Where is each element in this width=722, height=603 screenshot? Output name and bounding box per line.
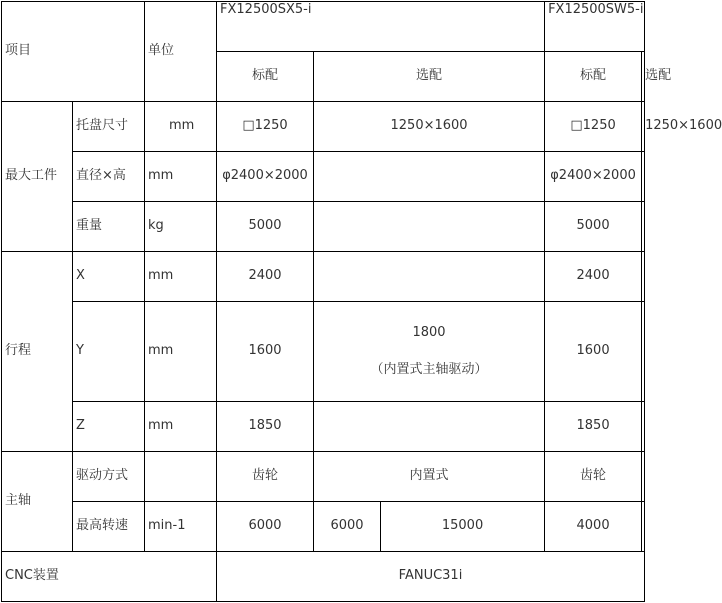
- header-model-1: FX12500SX5-i: [217, 2, 545, 52]
- cell-drive-m2-opt: [642, 452, 645, 502]
- header-unit: 单位: [145, 2, 217, 102]
- cell-weight-m1-std: 5000: [217, 202, 314, 252]
- cell-speed-m1-opt-a: 6000: [314, 502, 381, 552]
- spec-table: [1, 1, 722, 602]
- cell-weight-m1-opt: [314, 202, 545, 252]
- cell-pallet-m1-opt: 1250×1600: [314, 102, 545, 152]
- cell-x-m1-std: 2400: [217, 252, 314, 302]
- cell-x-m1-opt: [314, 252, 545, 302]
- row-label-diameter: 直径×高: [73, 152, 145, 202]
- row-label-max-speed: 最高转速: [73, 502, 145, 552]
- row-label-y: Y: [73, 302, 145, 402]
- cell-pallet-m2-opt: 1250×1600: [642, 102, 645, 152]
- cell-z-m2-opt: [642, 402, 645, 452]
- cell-diameter-m2-std: φ2400×2000: [545, 152, 642, 202]
- table-row-weight: [2, 202, 645, 252]
- unit-y: mm: [145, 302, 217, 402]
- cell-weight-m2-std: 5000: [545, 202, 642, 252]
- header-model-2-optional: 选配: [642, 52, 645, 102]
- table-row-max-speed: [2, 502, 645, 552]
- cell-y-m1-opt-note: （内置式主轴驱动）: [370, 361, 488, 377]
- cell-speed-m1-opt-b: 15000: [381, 502, 545, 552]
- cell-weight-m2-opt: [642, 202, 645, 252]
- unit-weight: kg: [145, 202, 217, 252]
- row-label-x: X: [73, 252, 145, 302]
- cell-y-m1-std: 1600: [217, 302, 314, 402]
- unit-x: mm: [145, 252, 217, 302]
- header-model-1-standard: 标配: [217, 52, 314, 102]
- group-spindle: 主轴: [2, 452, 73, 552]
- unit-pallet: mm: [145, 102, 217, 152]
- cell-diameter-m2-opt: [642, 152, 645, 202]
- table-row-diameter: [2, 152, 645, 202]
- table-row-pallet: [2, 102, 645, 152]
- cell-x-m2-opt: [642, 252, 645, 302]
- cell-speed-m1-std: 6000: [217, 502, 314, 552]
- unit-max-speed: min-1: [145, 502, 217, 552]
- header-model-2-standard: 标配: [545, 52, 642, 102]
- row-label-cnc: CNC装置: [2, 552, 217, 602]
- cell-z-m1-opt: [314, 402, 545, 452]
- table-row-travel-x: [2, 252, 645, 302]
- cell-y-m2-std: 1600: [545, 302, 642, 402]
- cell-pallet-m1-std: □1250: [217, 102, 314, 152]
- cell-pallet-m2-std: □1250: [545, 102, 642, 152]
- row-label-pallet: 托盘尺寸: [73, 102, 145, 152]
- cell-z-m1-std: 1850: [217, 402, 314, 452]
- table-row-cnc: [2, 552, 645, 602]
- row-label-drive: 驱动方式: [73, 452, 145, 502]
- cell-y-m1-opt-value: 1800: [412, 325, 446, 341]
- header-model-1-optional: 选配: [314, 52, 545, 102]
- cell-diameter-m1-opt: [314, 152, 545, 202]
- cell-y-m2-opt: [642, 302, 645, 402]
- header-row-1: [2, 2, 645, 52]
- cell-z-m2-std: 1850: [545, 402, 642, 452]
- spacer: [317, 342, 541, 362]
- cell-drive-m2-std: 齿轮: [545, 452, 642, 502]
- cell-x-m2-std: 2400: [545, 252, 642, 302]
- unit-diameter: mm: [145, 152, 217, 202]
- header-item: 项目: [2, 2, 145, 102]
- table-row-travel-y: [2, 302, 645, 402]
- cell-drive-m1-std: 齿轮: [217, 452, 314, 502]
- cell-diameter-m1-std: φ2400×2000: [217, 152, 314, 202]
- row-label-weight: 重量: [73, 202, 145, 252]
- group-travel: 行程: [2, 252, 73, 452]
- group-max-workpiece: 最大工件: [2, 102, 73, 252]
- cell-y-m1-opt: [314, 302, 545, 402]
- table-row-drive: [2, 452, 645, 502]
- table-row-travel-z: [2, 402, 645, 452]
- cell-cnc-value: FANUC31i: [217, 552, 645, 602]
- cell-speed-m2-std: 4000: [545, 502, 642, 552]
- header-model-2: FX12500SW5-i: [545, 2, 645, 52]
- unit-drive: [145, 452, 217, 502]
- cell-drive-m1-opt: 内置式: [314, 452, 545, 502]
- cell-speed-m2-opt: [642, 502, 645, 552]
- unit-z: mm: [145, 402, 217, 452]
- row-label-z: Z: [73, 402, 145, 452]
